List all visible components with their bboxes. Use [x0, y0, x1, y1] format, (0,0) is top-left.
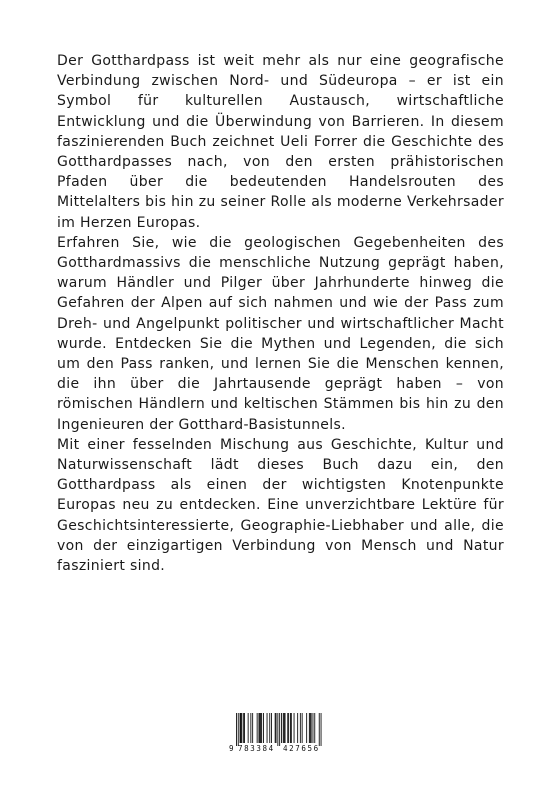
- barcode-bar: [309, 713, 310, 743]
- barcode-left-digits: 783384: [238, 744, 275, 753]
- barcode-bar: [300, 713, 301, 743]
- barcode-bar: [281, 713, 282, 743]
- barcode-bar: [302, 713, 303, 743]
- barcode-bar: [285, 713, 286, 743]
- barcode-digits: [229, 744, 327, 754]
- barcode-bar: [271, 713, 272, 743]
- barcode-bar: [294, 713, 295, 743]
- barcode-bar: [252, 713, 253, 743]
- barcode-bar: [275, 713, 276, 743]
- barcode-bar: [250, 713, 251, 743]
- barcode-bar: [241, 713, 242, 743]
- barcode-bar: [291, 713, 292, 743]
- blurb-paragraph-1: Der Gotthardpass ist weit mehr als nur eine geografische Verbindung zwischen Nord- und Südeuropa – er ist ein Symbol für kulturellen Austausch, wirtschaftliche Entwicklung und die Überwindung von Barrieren. In diesem faszinierenden Buch zeichnet Ueli Forrer die Geschichte des Gotthardpasses nach, von den ersten prähistorischen Pfaden über die bedeutenden Handelsrouten des Mittelalters bis hin zu seiner Rolle als moderne Verkehrsader im Herzen Europas.: [57, 53, 504, 231]
- barcode-bar: [259, 713, 260, 743]
- blurb-text: [57, 51, 504, 576]
- barcode-bars: [229, 711, 327, 747]
- barcode-bar: [283, 713, 284, 743]
- barcode-bar: [257, 713, 258, 743]
- barcode-bar: [310, 713, 311, 743]
- barcode-bar: [263, 713, 264, 743]
- barcode-bar: [313, 713, 314, 743]
- barcode-bar: [244, 713, 245, 743]
- barcode-bar: [236, 713, 237, 746]
- barcode-bar: [287, 713, 288, 743]
- barcode-lead-digit: 9: [229, 744, 234, 753]
- barcode-bar: [297, 713, 298, 743]
- barcode-bar: [259, 713, 260, 743]
- barcode-bar: [321, 713, 322, 746]
- barcode-bar: [306, 713, 307, 743]
- barcode-bar: [276, 713, 277, 743]
- barcode-right-digits: 427656: [283, 744, 320, 753]
- barcode-bar: [288, 713, 289, 743]
- isbn-barcode: [229, 711, 327, 753]
- blurb-paragraph-2: Erfahren Sie, wie die geologischen Gegebenheiten des Gotthardmassivs die menschliche Nutzung geprägt haben, warum Händler und Pilger über Jahrhunderte hinweg die Gefahren der Alpen auf sich nahmen und wie der Pass zum Dreh- und Angelpunkt politischer und wirtschaftlicher Macht wurde. Entdecken Sie die Mythen und Legenden, die sich um den Pass ranken, und lernen Sie die Menschen kennen, die ihn über die Jahrtausende geprägt haben – von römischen Händlern und keltischen Stämmen bis hin zu den Ingenieuren der Gotthard-Basistunnels.: [57, 234, 504, 433]
- barcode-bar: [290, 713, 291, 743]
- barcode-bar: [260, 713, 261, 743]
- barcode-bar: [267, 713, 268, 743]
- barcode-bar: [243, 713, 244, 743]
- barcode-bar: [261, 713, 262, 743]
- barcode-bar: [241, 713, 242, 743]
- barcode-bar: [279, 713, 280, 746]
- barcode-bar: [240, 713, 241, 743]
- barcode-bar: [277, 713, 278, 746]
- barcode-bar: [238, 713, 239, 746]
- barcode-bar: [284, 713, 285, 743]
- barcode-bar: [248, 713, 249, 743]
- barcode-bar: [311, 713, 312, 743]
- barcode-bar: [314, 713, 315, 743]
- barcode-bar: [269, 713, 270, 743]
- barcode-bar: [319, 713, 320, 746]
- blurb-paragraph-3: Mit einer fesselnden Mischung aus Geschichte, Kultur und Naturwissenschaft lädt dieses Buch dazu ein, den Gotthardpass als einen der wichtigsten Knotenpunkte Europas neu zu entdecken. Eine unverzichtbare Lektüre für Geschichtsinteressierte, Geographie-Liebhaber und alle, die von der einzigartigen Verbindung von Mensch und Natur fasziniert sind.: [57, 436, 504, 575]
